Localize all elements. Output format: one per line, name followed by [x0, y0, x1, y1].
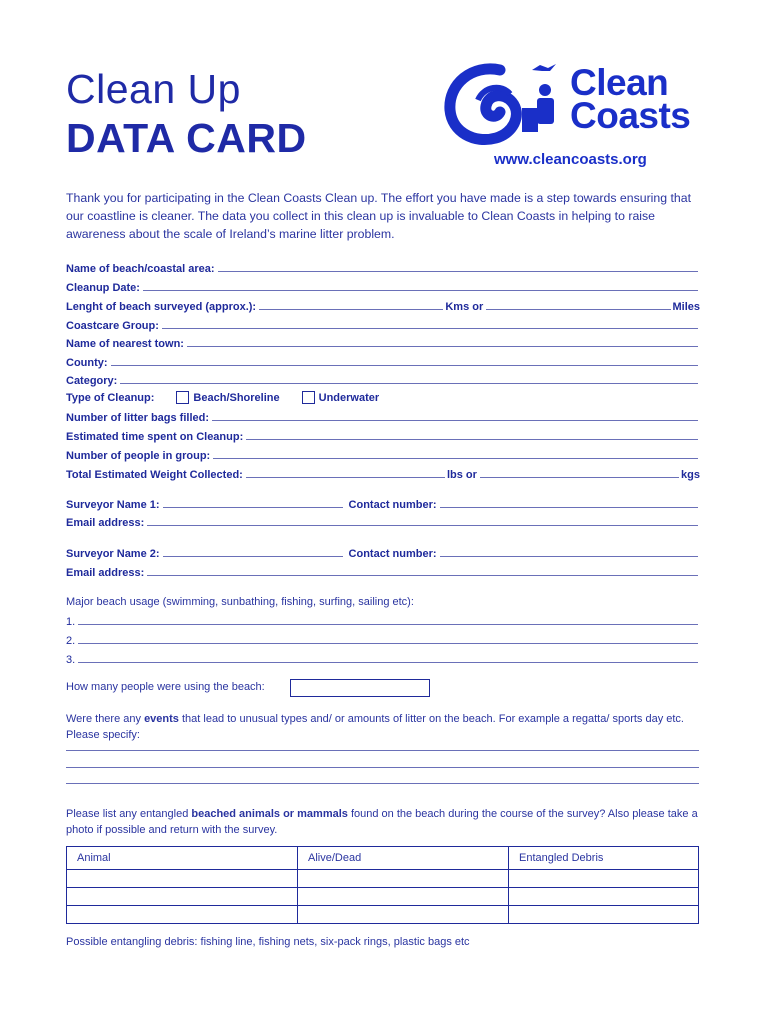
table-cell[interactable]: [509, 888, 699, 906]
beach-shoreline-label: Beach/Shoreline: [193, 392, 280, 404]
events-line-3[interactable]: [66, 782, 699, 784]
time-spent-field[interactable]: [66, 427, 700, 443]
events-line-2[interactable]: [66, 766, 699, 768]
kms-line[interactable]: [259, 308, 443, 310]
fill-line[interactable]: [218, 270, 698, 272]
fill-line[interactable]: [143, 289, 698, 291]
beach-shoreline-checkbox[interactable]: [176, 391, 189, 404]
fill-line[interactable]: [213, 457, 698, 459]
email-2-label: Email address:: [66, 567, 145, 579]
miles-line[interactable]: [486, 308, 670, 310]
people-in-group-field[interactable]: [66, 446, 700, 462]
kgs-line[interactable]: [480, 476, 679, 478]
fill-line[interactable]: [147, 524, 698, 526]
kms-or-label: Kms or: [445, 301, 484, 313]
people-in-group-label: Number of people in group:: [66, 450, 211, 462]
table-row: [67, 888, 699, 906]
email-1-field[interactable]: [66, 513, 700, 529]
county-label: County:: [66, 357, 108, 369]
usage-line-2[interactable]: [66, 631, 700, 647]
animals-prefix: Please list any entangled: [66, 808, 192, 820]
table-cell[interactable]: [67, 906, 298, 924]
kgs-label: kgs: [681, 469, 701, 481]
intro-paragraph: Thank you for participating in the Clean Coasts Clean up. The effort you have made is a step towards ensuring that our coastline is cleaner. The data you collect in this clean up is invaluable to Clean Coasts in helping to raise awareness about the scale of Ireland’s marine litter problem.: [66, 191, 691, 241]
events-line-1[interactable]: [66, 749, 699, 751]
fill-line[interactable]: [212, 419, 698, 421]
fill-line[interactable]: [111, 364, 698, 366]
litter-bags-field[interactable]: [66, 408, 700, 424]
email-1-label: Email address:: [66, 517, 145, 529]
surveyor-2-field[interactable]: [66, 544, 700, 560]
fill-line[interactable]: [187, 345, 698, 347]
total-weight-field[interactable]: [66, 465, 700, 481]
miles-label: Miles: [672, 301, 701, 313]
events-bold: events: [144, 713, 179, 725]
nearest-town-field[interactable]: [66, 334, 700, 350]
usage-number-1: 1.: [66, 616, 76, 628]
logo-word-clean: Clean: [570, 62, 669, 103]
fill-line[interactable]: [78, 642, 698, 644]
surveyor-1-line[interactable]: [163, 506, 343, 508]
table-cell[interactable]: [67, 888, 298, 906]
length-field[interactable]: [66, 297, 700, 313]
fill-line[interactable]: [162, 327, 698, 329]
surveyor-2-line[interactable]: [163, 555, 343, 557]
email-2-field[interactable]: [66, 563, 700, 579]
beach-name-field[interactable]: [66, 259, 700, 275]
header-entangled-debris: Entangled Debris: [509, 847, 699, 870]
events-question: [66, 711, 700, 743]
category-label: Category:: [66, 375, 118, 387]
surveyor-1-field[interactable]: [66, 495, 700, 511]
type-of-cleanup-field: [66, 390, 700, 406]
title-line-2: DATA CARD: [66, 115, 307, 161]
fill-line[interactable]: [78, 623, 698, 625]
surveyor-2-label: Surveyor Name 2:: [66, 548, 160, 560]
table-cell[interactable]: [509, 906, 699, 924]
contact-2-line[interactable]: [440, 555, 698, 557]
table-cell[interactable]: [298, 906, 509, 924]
usage-line-1[interactable]: [66, 612, 700, 628]
cleanup-date-field[interactable]: [66, 278, 700, 294]
header-animal: Animal: [67, 847, 298, 870]
people-using-label: How many people were using the beach:: [66, 681, 265, 693]
table-cell[interactable]: [298, 888, 509, 906]
contact-1-label: Contact number:: [348, 499, 437, 511]
events-prefix: Were there any: [66, 713, 145, 725]
table-header-row: [67, 847, 699, 870]
contact-2-label: Contact number:: [348, 548, 437, 560]
cleanup-date-label: Cleanup Date:: [66, 282, 140, 294]
logo-wordmark: [570, 62, 691, 136]
county-field[interactable]: [66, 353, 700, 369]
fill-line[interactable]: [120, 382, 698, 384]
coastcare-label: Coastcare Group:: [66, 320, 159, 332]
nearest-town-label: Name of nearest town:: [66, 338, 184, 350]
clean-coasts-logo-icon: [444, 62, 574, 146]
entangled-animals-table: [66, 846, 699, 924]
animals-bold: beached animals or mammals: [191, 808, 348, 820]
title-line-1: Clean Up: [66, 66, 241, 112]
usage-number-3: 3.: [66, 654, 76, 666]
events-suffix: that lead to unusual types and/ or amounts of litter on the beach. For example a regatta/ sports day etc. Please specify:: [66, 713, 684, 741]
type-of-cleanup-label: Type of Cleanup:: [66, 392, 155, 404]
fill-line[interactable]: [78, 661, 698, 663]
people-using-input[interactable]: [290, 679, 430, 697]
table-cell[interactable]: [67, 870, 298, 888]
beach-usage-label: Major beach usage (swimming, sunbathing, fishing, surfing, sailing etc):: [66, 596, 414, 608]
contact-1-line[interactable]: [440, 506, 698, 508]
surveyor-1-label: Surveyor Name 1:: [66, 499, 160, 511]
usage-line-3[interactable]: [66, 650, 700, 666]
table-cell[interactable]: [298, 870, 509, 888]
coastcare-field[interactable]: [66, 316, 700, 332]
category-field[interactable]: [66, 371, 700, 387]
usage-number-2: 2.: [66, 635, 76, 647]
beach-name-label: Name of beach/coastal area:: [66, 263, 215, 275]
animals-suffix: found on the beach during the course of the survey? Also please take a photo if possible and return with the survey.: [66, 808, 698, 836]
litter-bags-label: Number of litter bags filled:: [66, 412, 210, 424]
website-url[interactable]: www.cleancoasts.org: [494, 151, 647, 168]
table-row: [67, 906, 699, 924]
length-label: Lenght of beach surveyed (approx.):: [66, 301, 257, 313]
footer-note: Possible entangling debris: fishing line, fishing nets, six-pack rings, plastic bags etc: [66, 936, 470, 948]
lbs-line[interactable]: [246, 476, 445, 478]
time-spent-label: Estimated time spent on Cleanup:: [66, 431, 244, 443]
animals-question: [66, 806, 700, 838]
table-cell[interactable]: [509, 870, 699, 888]
header-alive-dead: Alive/Dead: [298, 847, 509, 870]
table-row: [67, 870, 699, 888]
fill-line[interactable]: [147, 574, 698, 576]
total-weight-label: Total Estimated Weight Collected:: [66, 469, 243, 481]
fill-line[interactable]: [246, 438, 698, 440]
lbs-or-label: lbs or: [446, 469, 477, 481]
logo-word-coasts: Coasts: [570, 95, 691, 136]
underwater-checkbox[interactable]: [302, 391, 315, 404]
underwater-label: Underwater: [318, 392, 380, 404]
